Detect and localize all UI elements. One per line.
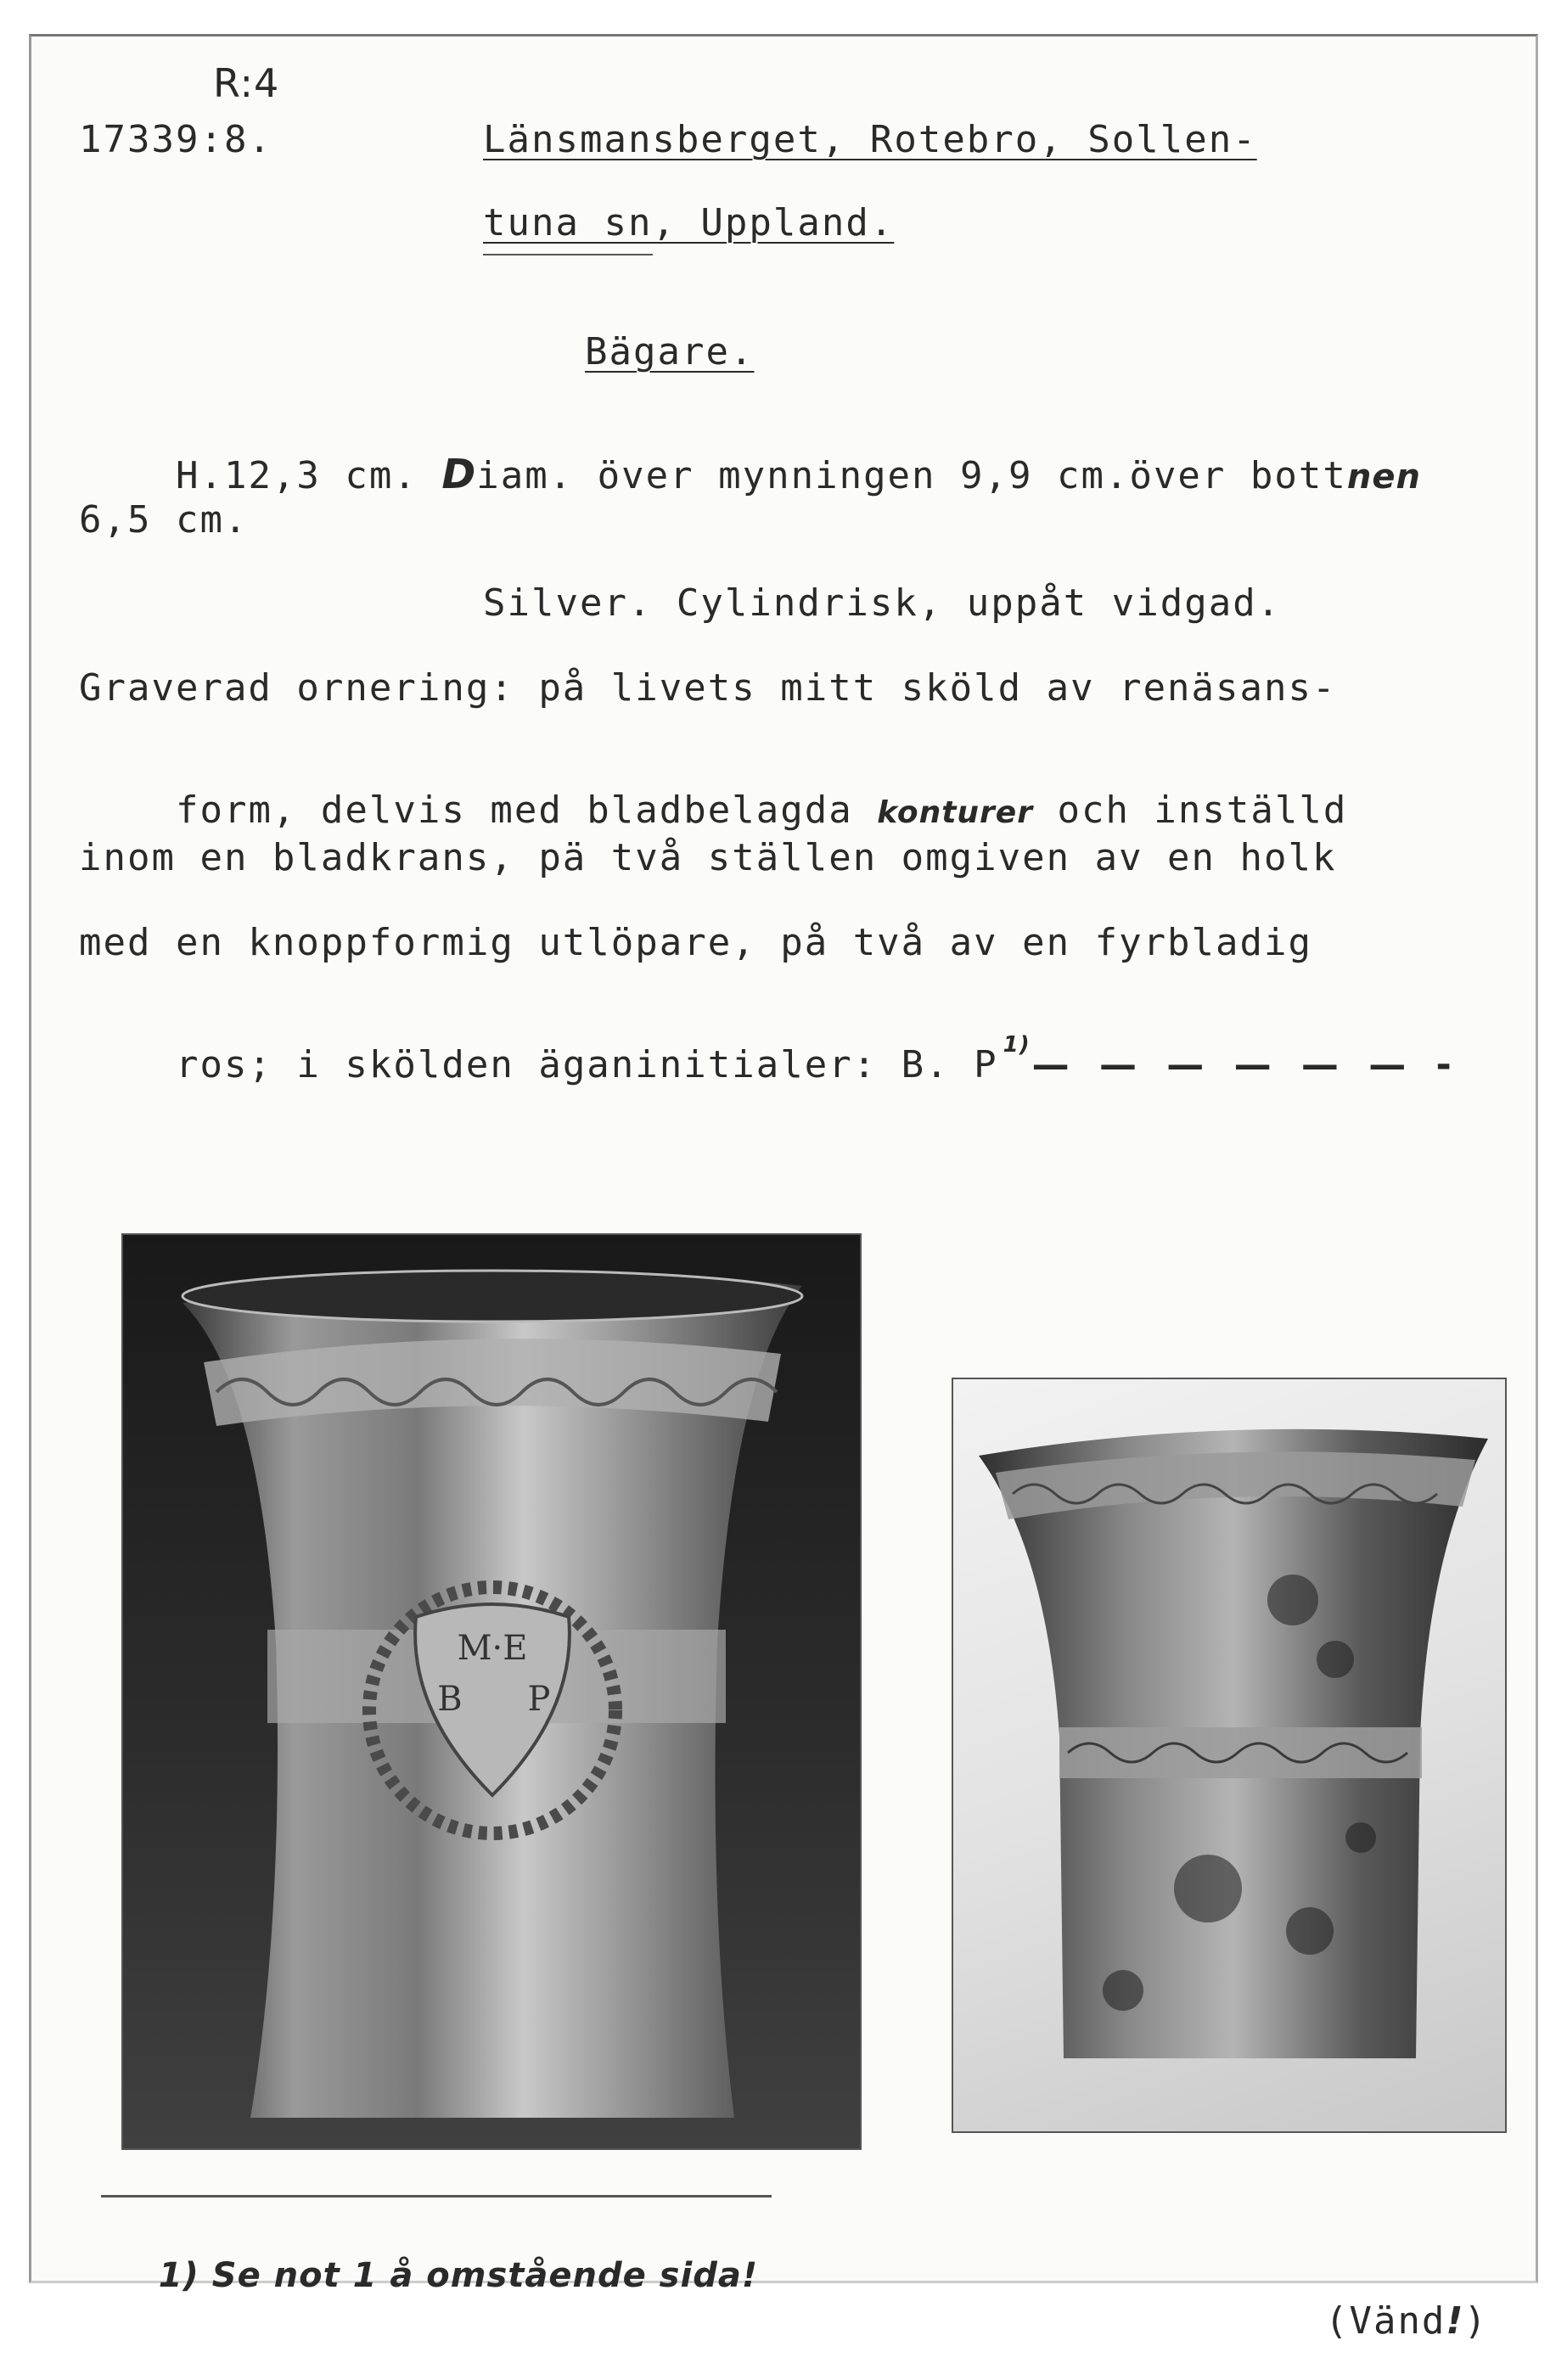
turn-over-suffix: ) [1463, 2299, 1488, 2343]
height-text: H.12,3 cm. [175, 454, 442, 497]
engraving-b: B [437, 1680, 463, 1719]
footnote-rule [101, 2195, 772, 2198]
note-marker: 1) [1003, 1032, 1031, 1058]
description-line-6 [79, 1009, 1460, 1121]
beaker-side-image [953, 1379, 1505, 2131]
footnote [108, 2225, 758, 2327]
turn-over-prefix: (Vänd [1324, 2299, 1446, 2343]
turn-over-label [1228, 2265, 1488, 2377]
location-line-2: tuna sn, Uppland. [483, 201, 895, 244]
object-title: Bägare. [585, 330, 755, 373]
diameter-text: iam. över mynningen 9,9 cm.över bott [476, 454, 1347, 497]
engraving-me: M·E [457, 1629, 528, 1668]
description-line-4: inom en bladkrans, pä två ställen omgiven av en holk [79, 836, 1337, 879]
footnote-text: Se not 1 å omstående sida! [211, 2256, 759, 2295]
handwritten-nen: nen [1346, 457, 1421, 497]
dash-line: — — — — — — - [1031, 1043, 1460, 1086]
beaker-rim [183, 1271, 802, 1322]
desc-3-prefix: form, delvis med bladbelagda [175, 789, 878, 832]
description-line-5: med en knoppformig utlöpare, på två av en fyrbladig [79, 921, 1313, 964]
location-line-1: Länsmansberget, Rotebro, Sollen- [483, 118, 1257, 161]
measurements-line-2: 6,5 cm. [79, 498, 249, 542]
handwritten-code: R:4 [213, 60, 280, 106]
engraving-p: P [527, 1680, 551, 1719]
handwritten-konturer: konturer [877, 795, 1033, 830]
footnote-marker: 1) [158, 2256, 199, 2295]
mid-band-2 [1059, 1727, 1422, 1778]
beaker-front-image [123, 1235, 860, 2148]
measurements-line-1 [79, 417, 1421, 532]
desc-6-text: ros; i skölden äganinitialer: B. P [175, 1043, 998, 1086]
location-underline-extra [483, 254, 653, 255]
photo-beaker-front [121, 1233, 862, 2150]
catalog-card [29, 34, 1538, 2343]
description-line-2: Graverad ornering: på livets mitt sköld av renäsans- [79, 666, 1337, 710]
inventory-number: 17339:8. [79, 118, 272, 161]
photo-beaker-side [952, 1378, 1507, 2133]
handwritten-d: D [441, 451, 477, 498]
desc-3-suffix: och inställd [1032, 789, 1348, 832]
description-line-1: Silver. Cylindrisk, uppåt vidgad. [483, 581, 1282, 625]
turn-over-mark: ! [1446, 2299, 1464, 2343]
